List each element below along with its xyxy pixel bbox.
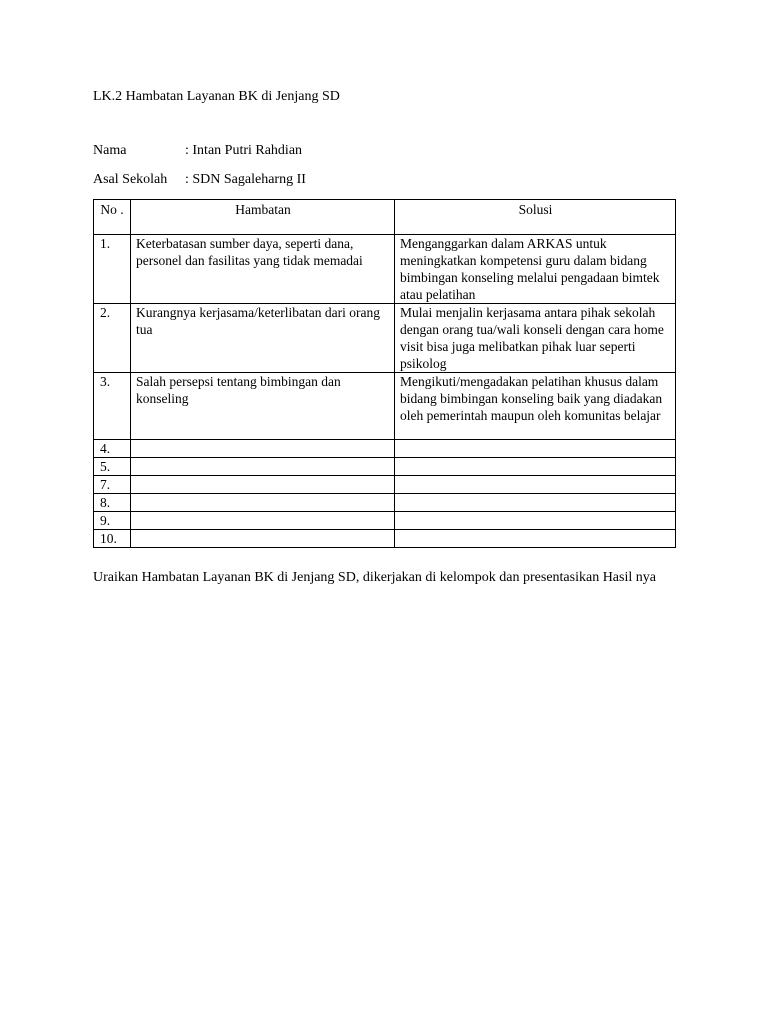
table-row (94, 458, 676, 476)
solusi-cell (395, 530, 676, 548)
hambatan-cell (131, 494, 395, 512)
asal-sekolah-value: : SDN Sagaleharng II (185, 172, 306, 187)
hambatan-cell (131, 476, 395, 494)
table-row (94, 235, 676, 304)
solusi-cell (395, 476, 676, 494)
table-row (94, 440, 676, 458)
table-row (94, 494, 676, 512)
hambatan-cell: Kurangnya kerjasama/keterlibatan dari orang tua (131, 304, 395, 373)
hambatan-cell (131, 458, 395, 476)
table-header-row (94, 200, 676, 235)
asal-sekolah-row (93, 171, 306, 189)
solusi-cell (395, 458, 676, 476)
solusi-cell (395, 494, 676, 512)
document-title: LK.2 Hambatan Layanan BK di Jenjang SD (93, 89, 340, 104)
hambatan-cell (131, 530, 395, 548)
nama-label: Nama (93, 143, 127, 158)
instruction-text: Uraikan Hambatan Layanan BK di Jenjang SD, dikerjakan di kelompok dan presentasikan Hasil nya (93, 570, 656, 585)
solusi-cell (395, 512, 676, 530)
row-number: 4. (94, 440, 131, 458)
row-number: 7. (94, 476, 131, 494)
header-hambatan: Hambatan (131, 200, 395, 235)
row-number: 5. (94, 458, 131, 476)
solusi-cell: Menganggarkan dalam ARKAS untuk meningkatkan kompetensi guru dalam bidang bimbingan konseling melalui pengadaan bimtek atau pelatihan (395, 235, 676, 304)
row-number: 3. (94, 373, 131, 440)
hambatan-table (93, 199, 676, 548)
nama-row (93, 142, 302, 160)
header-no: No . (94, 200, 131, 235)
hambatan-cell: Keterbatasan sumber daya, seperti dana, personel dan fasilitas yang tidak memadai (131, 235, 395, 304)
row-number: 10. (94, 530, 131, 548)
row-number: 1. (94, 235, 131, 304)
row-number: 9. (94, 512, 131, 530)
nama-value: : Intan Putri Rahdian (185, 143, 303, 158)
row-number: 2. (94, 304, 131, 373)
table-row (94, 476, 676, 494)
solusi-cell (395, 440, 676, 458)
solusi-cell: Mengikuti/mengadakan pelatihan khusus dalam bidang bimbingan konseling baik yang diadakan oleh pemerintah maupun oleh komunitas belajar (395, 373, 676, 440)
hambatan-cell (131, 440, 395, 458)
row-number: 8. (94, 494, 131, 512)
table-row (94, 512, 676, 530)
table-row (94, 530, 676, 548)
table-row (94, 373, 676, 440)
solusi-cell: Mulai menjalin kerjasama antara pihak sekolah dengan orang tua/wali konseli dengan cara home visit bisa juga melibatkan pihak luar seperti psikolog (395, 304, 676, 373)
asal-sekolah-label: Asal Sekolah (93, 172, 168, 187)
hambatan-cell: Salah persepsi tentang bimbingan dan konseling (131, 373, 395, 440)
header-solusi: Solusi (395, 200, 676, 235)
hambatan-cell (131, 512, 395, 530)
table-row (94, 304, 676, 373)
